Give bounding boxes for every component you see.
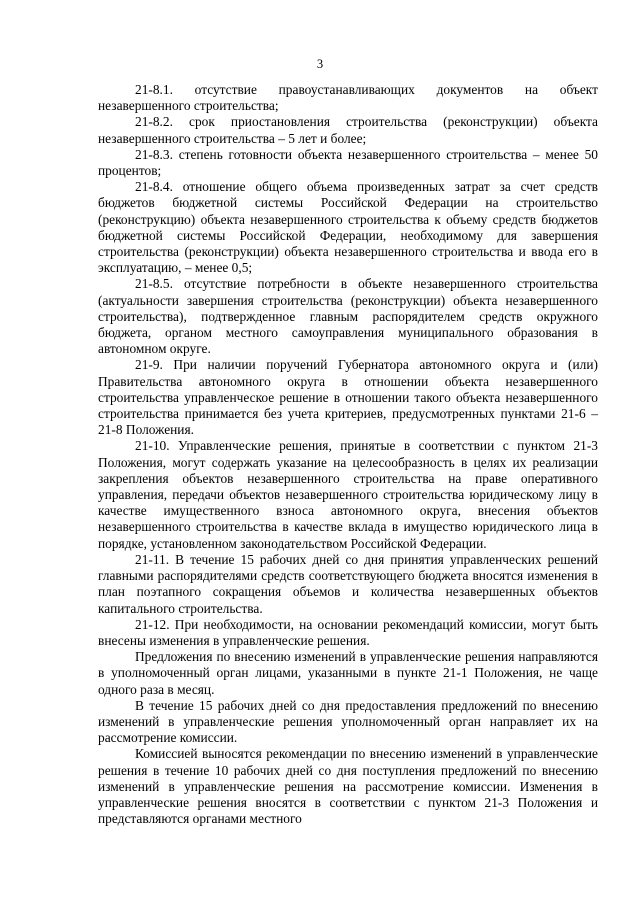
paragraph-proposals: Предложения по внесению изменений в управленческие решения направляются в уполномоченный орган лицами, указанными в пункте 21-1 Положения, не чаще одного раза в месяц. <box>98 649 598 697</box>
paragraph-21-9: 21-9. При наличии поручений Губернатора автономного округа и (или) Правительства автономного округа в отношении объекта незавершенного строительства управленческое решение в отношении такого объекта незавершенного строительства принимается без учета критериев, предусмотренных пунктами 21-6 – 21-8 Положения. <box>98 357 598 438</box>
paragraph-21-11: 21-11. В течение 15 рабочих дней со дня принятия управленческих решений главными распорядителями средств соответствующего бюджета вносятся изменения в план поэтапного сокращения объемов и количества незавершенных объектов капитального строительства. <box>98 551 598 616</box>
paragraph-21-8-1: 21-8.1. отсутствие правоустанавливающих документов на объект незавершенного строительства; <box>98 82 598 114</box>
paragraph-21-12: 21-12. При необходимости, на основании рекомендаций комиссии, могут быть внесены изменения в управленческие решения. <box>98 616 598 648</box>
paragraph-commission-recommendations: Комиссией выносятся рекомендации по внесению изменений в управленческие решения в течение 10 рабочих дней со дня поступления предложений по внесению изменений в управленческие решения на рассмотрение комиссии. Изменения в управленческие решения вносятся в соответствии с пунктом 21-3 Положения и представляются органами местного <box>98 746 598 827</box>
paragraph-21-8-5: 21-8.5. отсутствие потребности в объекте незавершенного строительства (актуальности завершения строительства (реконструкции) объекта незавершенного строительства), подтвержденное главным распорядителем средств окружного бюджета, органом местного самоуправления муниципального образования в автономном округе. <box>98 276 598 357</box>
paragraph-21-8-3: 21-8.3. степень готовности объекта незавершенного строительства – менее 50 процентов; <box>98 146 598 179</box>
paragraph-21-8-2: 21-8.2. срок приостановления строительства (реконструкции) объекта незавершенного строительства – 5 лет и более; <box>98 114 598 146</box>
page-number: 3 <box>316 57 324 71</box>
paragraph-review-term: В течение 15 рабочих дней со дня предоставления предложений по внесению изменений в управленческие решения уполномоченный орган направляет их на рассмотрение комиссии. <box>98 697 598 746</box>
paragraph-21-10: 21-10. Управленческие решения, принятые в соответствии с пунктом 21-3 Положения, могут содержать указание на целесообразность в целях их реализации закрепления объектов незавершенного строительства на праве оперативного управления, передачи объектов незавершенного строительства юридическому лицу в качестве имущественного взноса автономного округа, внесения объектов незавершенного строительства в качестве вклада в имущество юридического лица в порядке, установленном законодательством Российской Федерации. <box>98 438 598 551</box>
paragraph-21-8-4: 21-8.4. отношение общего объема произведенных затрат за счет средств бюджетов бюджетной системы Российской Федерации на строительство (реконструкцию) объекта незавершенного строительства к объему средств бюджетов бюджетной системы Российской Федерации, необходимому для завершения строительства (реконструкции) объекта незавершенного строительства и ввода его в эксплуатацию, – менее 0,5; <box>98 179 598 276</box>
document-body <box>98 82 598 827</box>
